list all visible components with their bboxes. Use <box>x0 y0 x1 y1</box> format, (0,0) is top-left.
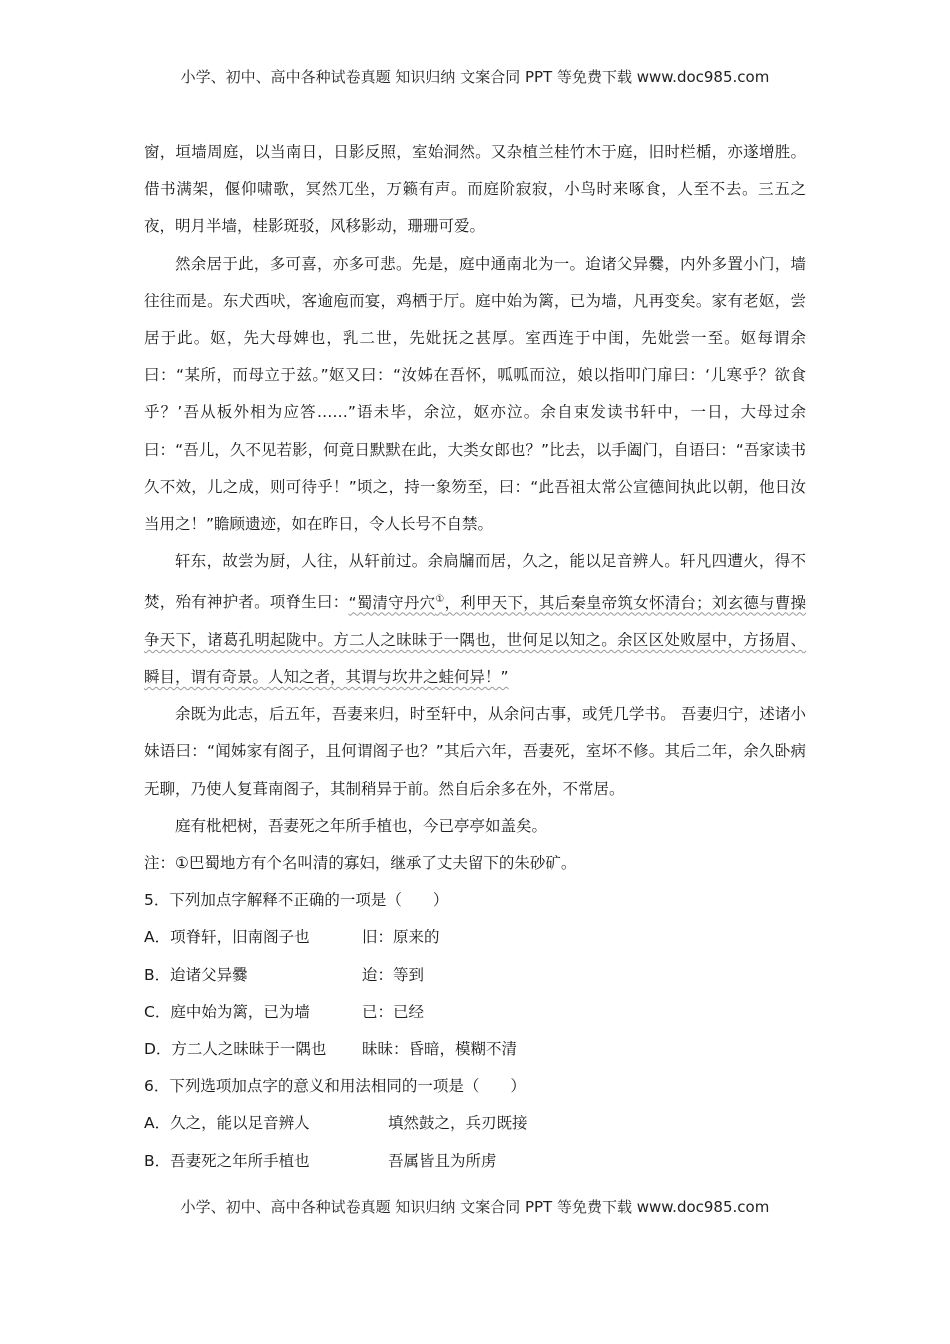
quote-start: “蜀清守丹穴 <box>348 593 436 612</box>
question-6-stem: 6．下列选项加点字的意义和用法相同的一项是（ ） <box>144 1077 526 1096</box>
footnote: 注：①巴蜀地方有个名叫清的寡妇，继承了丈夫留下的朱砂矿。 <box>144 854 577 873</box>
question-5-option-b <box>144 957 806 994</box>
page-header: 小学、初中、高中各种试卷真题 知识归纳 文案合同 PPT 等免费下载 www.doc985.com <box>180 68 770 86</box>
question-5-option-c <box>144 994 806 1031</box>
question-6-option-a <box>144 1105 806 1142</box>
option-label: D．方二人之昧昧于一隅也 <box>144 1039 327 1058</box>
page-footer: 小学、初中、高中各种试卷真题 知识归纳 文案合同 PPT 等免费下载 www.doc985.com <box>180 1198 770 1216</box>
passage-paragraph-1: 窗，垣墙周庭，以当南日，日影反照，室始洞然。又杂植兰桂竹木于庭，旧时栏楯，亦遂增胜。借书满架，偃仰啸歌，冥然兀坐，万籁有声。而庭阶寂寂，小鸟时来啄食，人至不去。三五之夜，明月半墙，桂影斑驳，风移影动，珊珊可爱。 <box>144 143 806 236</box>
footnote-marker: ① <box>435 593 445 605</box>
option-explanation: 迨：等到 <box>362 965 425 984</box>
question-5-option-d <box>144 1031 806 1068</box>
option-compare: 填然鼓之，兵刃既接 <box>388 1114 528 1133</box>
option-label: A．项脊轩，旧南阁子也 <box>144 928 310 947</box>
question-6-option-b <box>144 1143 806 1180</box>
option-label: B．迨诸父异爨 <box>144 965 248 984</box>
option-compare: 吾属皆且为所虏 <box>388 1151 497 1170</box>
option-label: B．吾妻死之年所手植也 <box>144 1151 310 1170</box>
option-label: A．久之，能以足音辨人 <box>144 1114 310 1133</box>
question-5-stem: 5．下列加点字解释不正确的一项是（ ） <box>144 891 449 910</box>
document-body <box>144 134 806 1180</box>
option-explanation: 旧：原来的 <box>362 928 440 947</box>
option-label: C．庭中始为篱，已为墙 <box>144 1002 310 1021</box>
quote-rest: ，利甲天下，其后秦皇帝筑女怀清台；刘玄德与曹操争天下，诸葛孔明起陇中。方二人之昧昧于一隅也，世何足以知之。余区区处败屋中，方扬眉、瞬目，谓有奇景。人知之者，其谓与坎井之蛙何异！” <box>144 593 806 686</box>
question-5-option-a <box>144 919 806 956</box>
passage-paragraph-2: 然余居于此，多可喜，亦多可悲。先是，庭中通南北为一。迨诸父异爨，内外多置小门，墙往往而是。东犬西吠，客逾庖而宴，鸡栖于厅。庭中始为篱，已为墙，凡再变矣。家有老妪，尝居于此。妪，先大母婢也，乳二世，先妣抚之甚厚。室西连于中闺，先妣尝一至。妪每谓余曰：“某所，而母立于兹。”妪又曰：“汝姊在吾怀，呱呱而泣，娘以指叩门扉曰：‘儿寒乎？欲食乎？’吾从板外相为应答……”语未毕，余泣，妪亦泣。余自束发读书轩中，一日，大母过余曰：“吾儿，久不见若影，何竟日默默在此，大类女郎也？”比去，以手阖门，自语曰：“吾家读书久不效，儿之成，则可待乎！”顷之，持一象笏至，曰：“此吾祖太常公宣德间执此以朝，他日汝当用之！”瞻顾遗迹，如在昨日，令人长号不自禁。 <box>144 254 806 534</box>
option-explanation: 已：已经 <box>362 1002 425 1021</box>
passage-paragraph-5: 庭有枇杷树，吾妻死之年所手植也，今已亭亭如盖矣。 <box>175 816 548 835</box>
passage-paragraph-3 <box>144 543 806 696</box>
passage-paragraph-3-lead: 轩东，故尝为厨，人往，从轩前过。余扃牖而居，久之，能以足音辨人。轩凡四遭火，得不焚，殆有神护者。项脊生曰： <box>144 552 806 612</box>
option-explanation: 昧昧：昏暗，模糊不清 <box>362 1039 518 1058</box>
passage-paragraph-4: 余既为此志，后五年，吾妻来归，时至轩中，从余问古事，或凭几学书。 吾妻归宁，述诸小妹语曰：“闻姊家有阁子，且何谓阁子也？”其后六年，吾妻死，室坏不修。其后二年，余久卧病无聊，乃使人复葺南阁子，其制稍异于前。然自后余多在外，不常居。 <box>144 705 806 798</box>
